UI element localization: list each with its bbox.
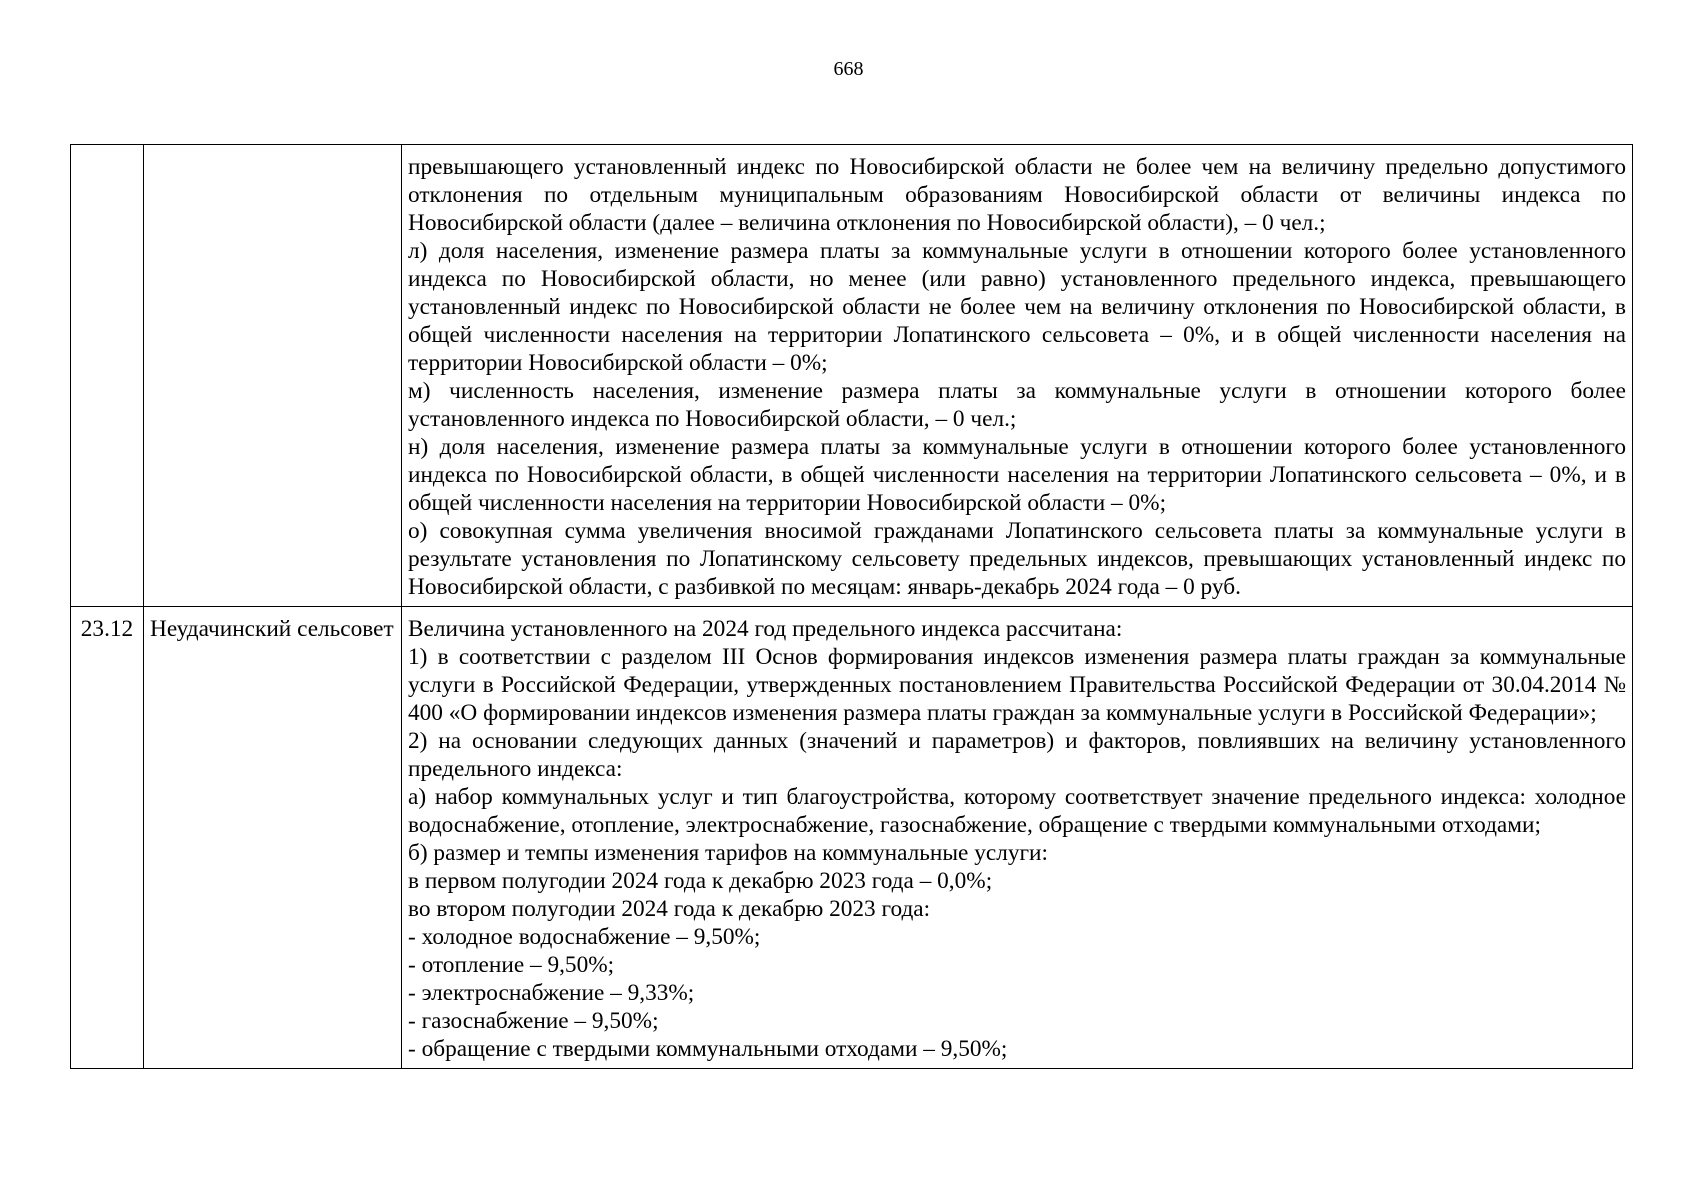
paragraph: н) доля населения, изменение размера платы за коммунальные услуги в отношении которого более установленного индекса по Новосибирской области, в общей численности населения на территории Лопатинского сельсовета – 0%, и в общей численности населения на территории Новосибирской области – 0%; xyxy=(408,434,1626,516)
row-number-cell xyxy=(71,145,144,607)
paragraph: во втором полугодии 2024 года к декабрю 2023 года: xyxy=(408,896,931,922)
paragraph: - газоснабжение – 9,50%; xyxy=(408,1008,659,1034)
paragraph: в первом полугодии 2024 года к декабрю 2023 года – 0,0%; xyxy=(408,868,993,894)
paragraph: Величина установленного на 2024 год предельного индекса рассчитана: xyxy=(408,616,1123,642)
municipality-name-cell xyxy=(144,145,402,607)
description-cell xyxy=(402,607,1633,1069)
document-table xyxy=(70,144,1633,1069)
paragraph: - холодное водоснабжение – 9,50%; xyxy=(408,924,761,950)
municipality-name-cell: Неудачинский сельсовет xyxy=(144,607,402,1069)
page-number: 668 xyxy=(833,58,864,80)
paragraph: м) численность населения, изменение размера платы за коммунальные услуги в отношении которого более установленного индекса по Новосибирской области, – 0 чел.; xyxy=(408,378,1626,432)
table-row xyxy=(71,607,1633,1069)
paragraph: 2) на основании следующих данных (значений и параметров) и факторов, повлиявших на величину установленного предельного индекса: xyxy=(408,728,1626,782)
paragraph: 1) в соответствии с разделом III Основ формирования индексов изменения размера платы граждан за коммунальные услуги в Российской Федерации, утвержденных постановлением Правительства Российской Федерации от 30.04.2014 № 400 «О формировании индексов изменения размера платы граждан за коммунальные услуги в Российской Федерации»; xyxy=(408,644,1626,726)
table-row xyxy=(71,145,1633,607)
paragraph: б) размер и темпы изменения тарифов на коммунальные услуги: xyxy=(408,840,1048,866)
row-number-cell: 23.12 xyxy=(71,607,144,1069)
paragraph: а) набор коммунальных услуг и тип благоустройства, которому соответствует значение предельного индекса: холодное водоснабжение, отопление, электроснабжение, газоснабжение, обращение с твердыми коммунальными отходами; xyxy=(408,784,1626,838)
paragraph: о) совокупная сумма увеличения вносимой гражданами Лопатинского сельсовета платы за коммунальные услуги в результате установления по Лопатинскому сельсовету предельных индексов, превышающих установленный индекс по Новосибирской области, с разбивкой по месяцам: январь-декабрь 2024 года – 0 руб. xyxy=(408,518,1626,600)
paragraph: л) доля населения, изменение размера платы за коммунальные услуги в отношении которого более установленного индекса по Новосибирской области, но менее (или равно) установленного предельного индекса, превышающего установленный индекс по Новосибирской области не более чем на величину отклонения по Новосибирской области, в общей численности населения на территории Лопатинского сельсовета – 0%, и в общей численности населения на территории Новосибирской области – 0%; xyxy=(408,238,1626,376)
paragraph: - обращение с твердыми коммунальными отходами – 9,50%; xyxy=(408,1036,1008,1062)
description-cell xyxy=(402,145,1633,607)
paragraph: - электроснабжение – 9,33%; xyxy=(408,980,695,1006)
paragraph: превышающего установленный индекс по Новосибирской области не более чем на величину предельно допустимого отклонения по отдельным муниципальным образованиям Новосибирской области от величины индекса по Новосибирской области (далее – величина отклонения по Новосибирской области), – 0 чел.; xyxy=(408,154,1626,236)
paragraph: - отопление – 9,50%; xyxy=(408,952,615,978)
